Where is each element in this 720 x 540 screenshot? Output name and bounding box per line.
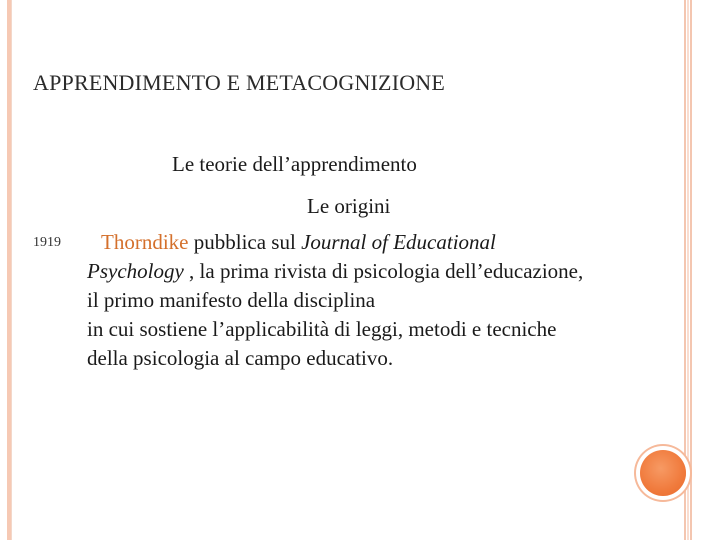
paragraph-line-3: il primo manifesto della disciplina [87, 288, 376, 312]
slide-frame-right-inner [687, 0, 689, 540]
section-heading: Le origini [307, 194, 391, 218]
paragraph-text-a: pubblica sul [188, 230, 302, 254]
paragraph-line-2 [87, 257, 677, 286]
paragraph-line-1 [87, 228, 677, 257]
journal-title-part-1: Journal of Educational [301, 230, 496, 254]
author-name: Thorndike [101, 230, 189, 254]
paragraph-text-b: , la prima rivista di psicologia dell’educazione, [183, 259, 584, 283]
journal-title-part-2: Psychology [87, 259, 184, 283]
slide-frame-left [7, 0, 12, 540]
slide-title: APPRENDIMENTO E METACOGNIZIONE [33, 70, 446, 95]
decorative-circle-icon [640, 450, 686, 496]
year-label: 1919 [33, 235, 61, 250]
paragraph-line-4: in cui sostiene l’applicabilità di leggi, metodi e tecniche [87, 317, 557, 341]
body-paragraph [87, 228, 677, 373]
paragraph-line-5: della psicologia al campo educativo. [87, 346, 394, 370]
slide-subtitle: Le teorie dell’apprendimento [172, 152, 417, 176]
